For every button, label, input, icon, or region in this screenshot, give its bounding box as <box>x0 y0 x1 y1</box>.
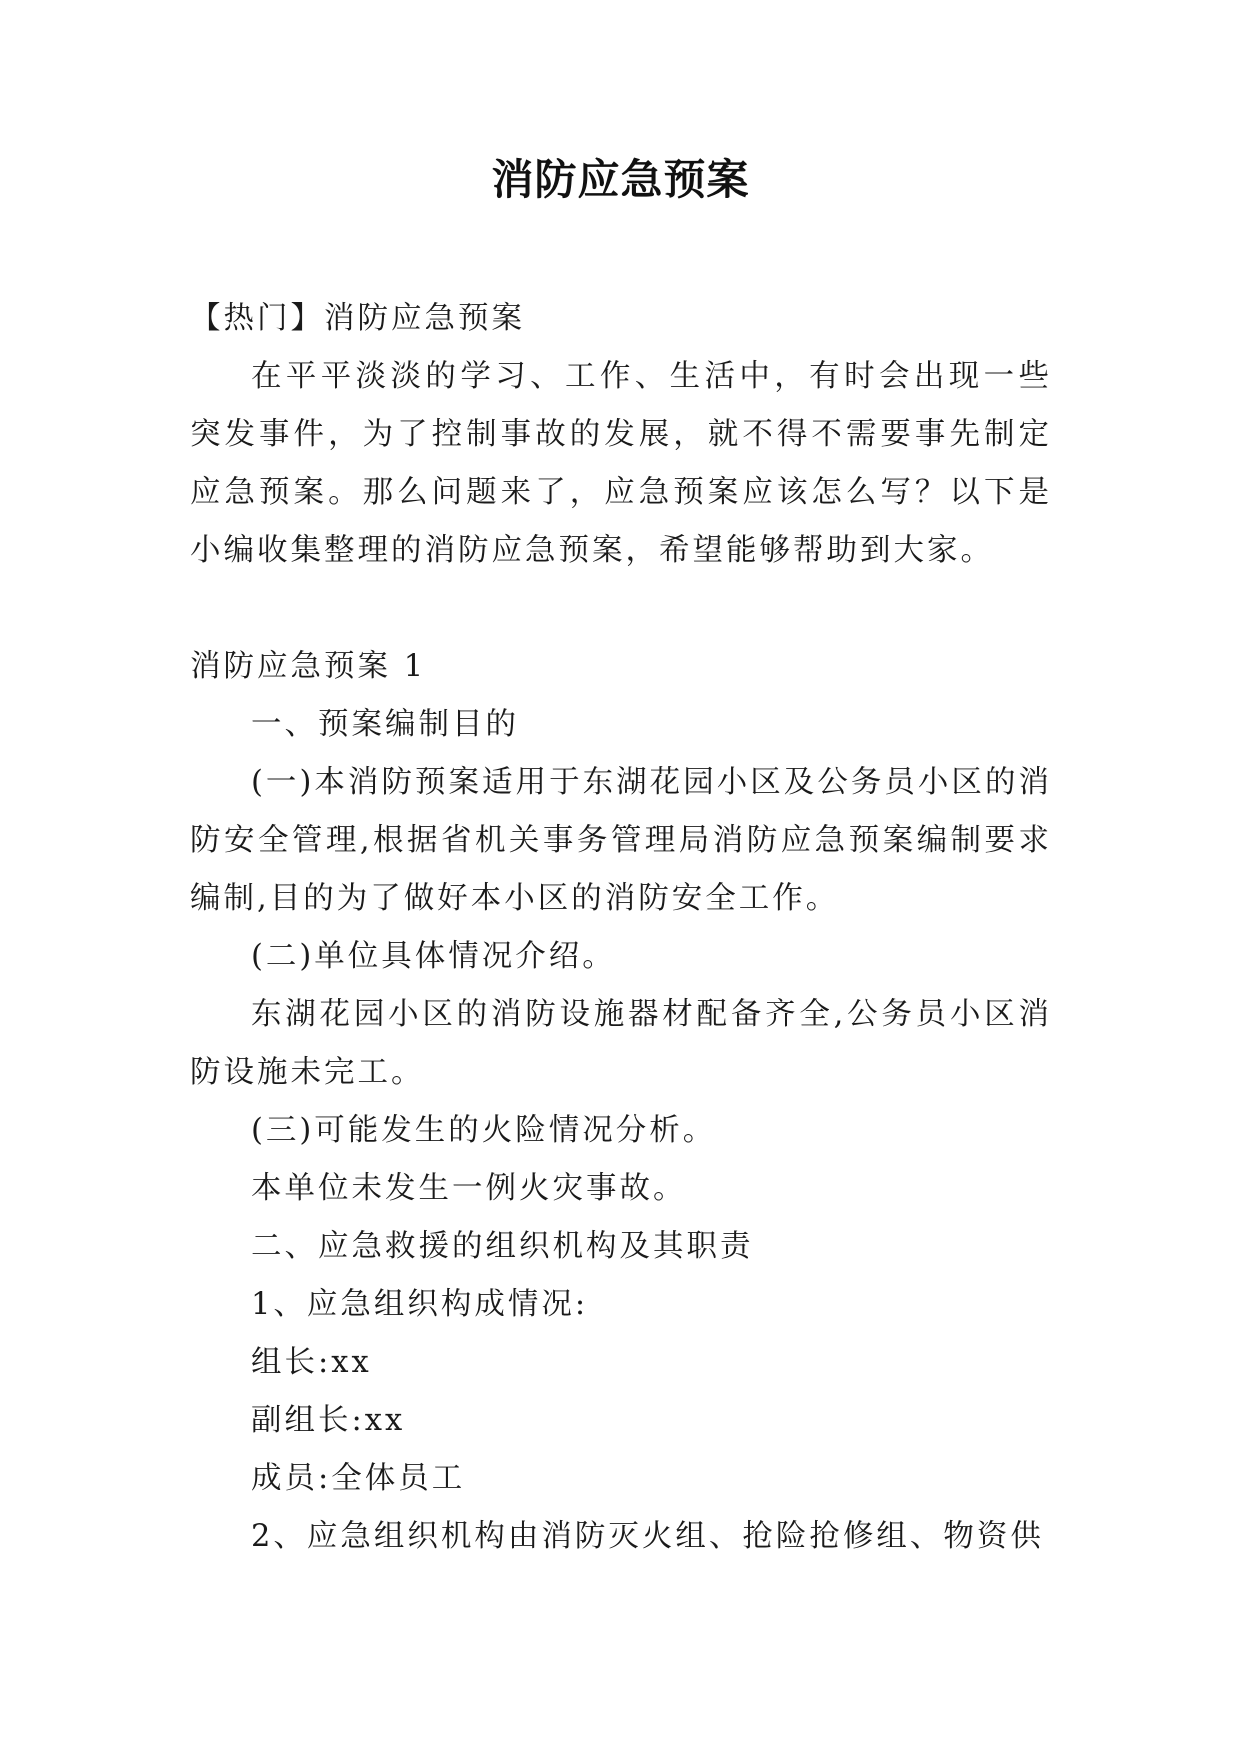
document-title: 消防应急预案 <box>491 155 750 204</box>
paragraph: (一)本消防预案适用于东湖花园小区及公务员小区的消防安全管理,根据省机关事务管理局消防应急预案编制要求编制,目的为了做好本小区的消防安全工作。 <box>190 765 1052 916</box>
paragraph: 东湖花园小区的消防设施器材配备齐全,公务员小区消防设施未完工。 <box>190 997 1052 1090</box>
paragraph: 本单位未发生一例火灾事故。 <box>251 1171 687 1206</box>
paragraph: (二)单位具体情况介绍。 <box>251 939 616 974</box>
paragraph: 副组长:xx <box>251 1403 406 1438</box>
paragraph: 【热门】消防应急预案 <box>190 301 525 336</box>
paragraph: 消防应急预案 1 <box>190 649 427 684</box>
paragraph-gap <box>190 580 1052 638</box>
paragraph: 组长:xx <box>251 1345 372 1380</box>
paragraph: 一、预案编制目的 <box>251 707 519 742</box>
paragraph: 2、应急组织机构由消防灭火组、抢险抢修组、物资供 <box>251 1519 1044 1554</box>
document-body <box>190 290 1052 1566</box>
paragraph: 1、应急组织构成情况: <box>251 1287 589 1322</box>
paragraph: 二、应急救援的组织机构及其职责 <box>251 1229 754 1264</box>
paragraph: 在平平淡淡的学习、工作、生活中，有时会出现一些突发事件，为了控制事故的发展，就不得不需要事先制定应急预案。那么问题来了，应急预案应该怎么写？以下是小编收集整理的消防应急预案，希望能够帮助到大家。 <box>190 359 1052 568</box>
paragraph: 成员:全体员工 <box>251 1461 466 1496</box>
paragraph: (三)可能发生的火险情况分析。 <box>251 1113 717 1148</box>
